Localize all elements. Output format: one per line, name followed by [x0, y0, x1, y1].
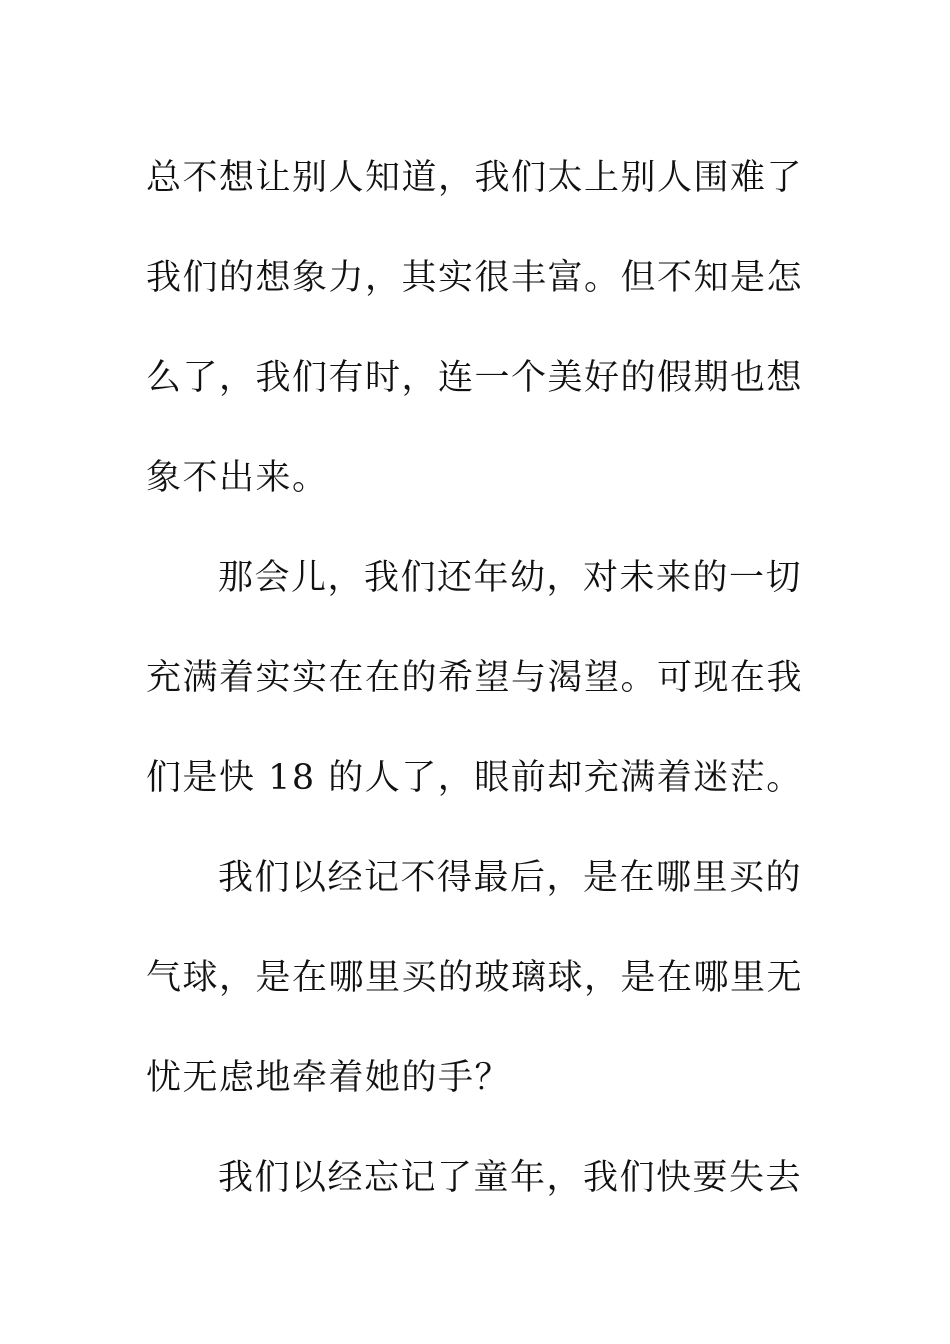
text-line: 忧无虑地牵着她的手？ — [146, 1058, 512, 1098]
text-line: 我们的想象力，其实很丰富。但不知是怎 — [146, 258, 804, 298]
text-line: 总不想让别人知道，我们太上别人围难了 — [146, 158, 804, 198]
paragraph-first-line: 我们以经忘记了童年，我们快要失去 — [218, 1158, 803, 1198]
text-line: 们是快 18 的人了，眼前却充满着迷茫。 — [146, 758, 803, 798]
text-line: 气球，是在哪里买的玻璃球，是在哪里无 — [146, 958, 804, 998]
body-text — [146, 128, 806, 1228]
text-line: 象不出来。 — [146, 458, 329, 498]
paragraph-first-line: 那会儿，我们还年幼，对未来的一切 — [218, 558, 803, 598]
paragraph-first-line: 我们以经记不得最后，是在哪里买的 — [218, 858, 803, 898]
text-line: 么了，我们有时，连一个美好的假期也想 — [146, 358, 804, 398]
text-line: 充满着实实在在的希望与渴望。可现在我 — [146, 658, 804, 698]
